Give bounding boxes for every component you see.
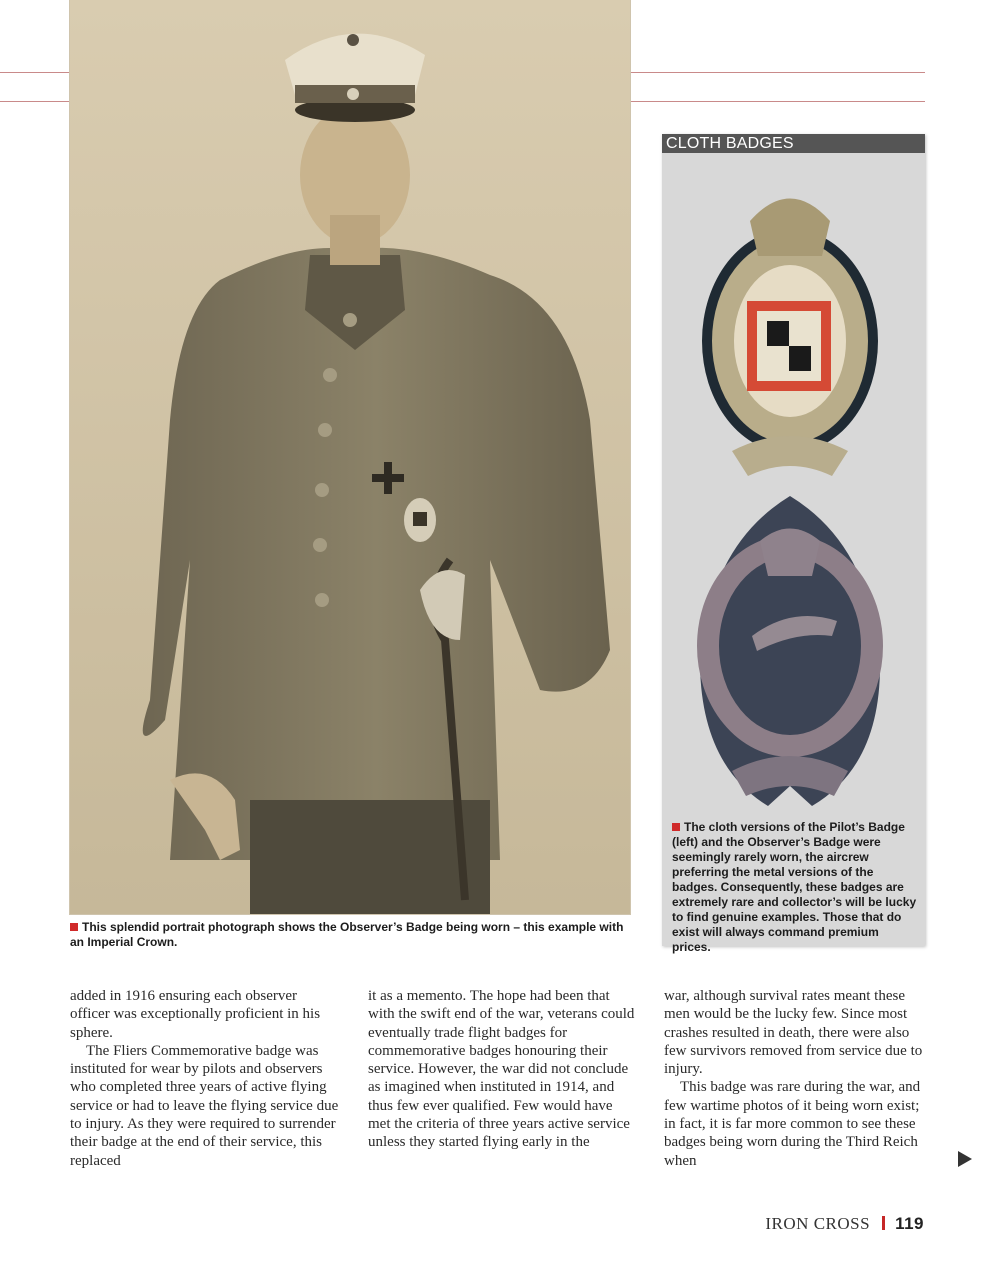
next-page-arrow-icon[interactable] (958, 1151, 972, 1167)
body-column-1 (70, 987, 340, 1170)
top-rule-left (0, 72, 70, 73)
top-rule-left-2 (0, 101, 70, 102)
paragraph: it as a memento. The hope had been that with the swift end of the war, veterans could eventually trade flight badges for commemorative badges honouring their service. However, the war did not conclude as imagined when instituted in 1914, and thus few ever qualified. Few would have met the criteria of three years active service unless they started flying early in the (368, 988, 635, 1151)
paragraph: This badge was rare during the war, and few wartime photos of it being worn exist; in fact, it is far more common to see these badges being worn during the Third Reich when (664, 1079, 921, 1169)
caption-bullet-icon (70, 923, 78, 931)
paragraph: war, although survival rates meant these men would be the lucky few. Since most crashes resulted in death, there were also few survivors removed from service due to injury. (664, 988, 923, 1078)
paragraph: added in 1916 ensuring each observer officer was exceptionally proficient in his sphere. (70, 988, 321, 1041)
sidebar-caption: The cloth versions of the Pilot’s Badge (left) and the Observer’s Badge were seemingly rarely worn, the aircrew preferring the metal versions of the badges. Consequently, these badges are extremely rare and collector’s will be lucky to find genuine examples. Those that do exist will always command premium prices. (672, 820, 917, 954)
cloth-badges-sidebar (662, 134, 925, 954)
caption-bullet-icon (672, 823, 680, 831)
photo-caption: This splendid portrait photograph shows the Observer’s Badge being worn – this example with an Imperial Crown. (70, 920, 624, 949)
publication-name: IRON CROSS (765, 1214, 871, 1233)
page-number: 119 (895, 1214, 924, 1233)
pilot-badge-image (662, 156, 925, 486)
portrait-photo (70, 0, 630, 914)
body-column-3 (664, 987, 934, 1170)
observer-badge-image (662, 486, 925, 822)
body-column-2 (368, 987, 638, 1152)
page-footer (765, 1214, 924, 1234)
footer-divider (882, 1216, 885, 1230)
top-rule-right-2 (630, 101, 925, 102)
top-rule-right (630, 72, 925, 73)
sidebar-heading: CLOTH BADGES (662, 134, 925, 153)
paragraph: The Fliers Commemorative badge was instituted for wear by pilots and observers who completed three years of active flying service or had to leave the flying service due to injury. As they were required to surrender their badge at the end of their service, this replaced (70, 1042, 339, 1169)
